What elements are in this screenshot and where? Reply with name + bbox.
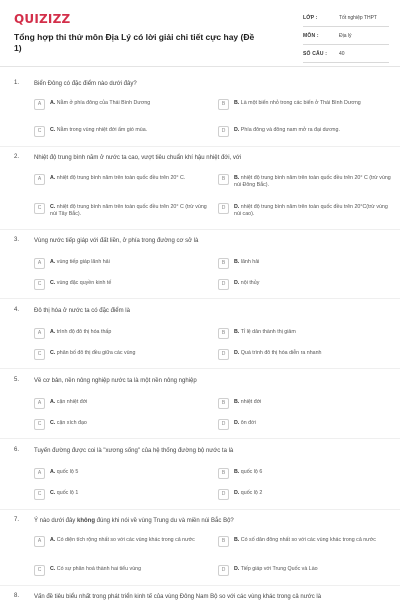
meta-label: MÔN : bbox=[303, 33, 319, 39]
option-letter: C bbox=[34, 203, 45, 214]
option-key: B. bbox=[234, 100, 240, 106]
question-text: Nhiệt độ trung bình năm ở nước ta cao, vượt tiêu chuẩn khí hậu nhiệt đới, với bbox=[34, 155, 242, 161]
option-letter: B bbox=[218, 174, 229, 185]
option-key: A. bbox=[50, 469, 56, 475]
answer-option[interactable] bbox=[34, 174, 209, 190]
option-key: C. bbox=[50, 280, 56, 286]
emphasis-text: không bbox=[76, 518, 95, 524]
answer-option[interactable] bbox=[34, 398, 209, 414]
question-number: 6. bbox=[14, 447, 20, 453]
option-letter: A bbox=[34, 468, 45, 479]
answer-option[interactable] bbox=[34, 328, 209, 344]
option-letter: D bbox=[218, 126, 229, 137]
option-letter: A bbox=[34, 174, 45, 185]
question-number: 3. bbox=[14, 237, 20, 243]
option-text: quốc lộ 5 bbox=[56, 469, 79, 475]
option-text: Phía đông và đông nam mở ra đại dương. bbox=[240, 127, 340, 133]
option-letter: B bbox=[218, 468, 229, 479]
option-letter: A bbox=[34, 398, 45, 409]
answer-option[interactable] bbox=[34, 203, 209, 219]
option-text: nội thủy bbox=[240, 280, 260, 286]
option-letter: C bbox=[34, 419, 45, 430]
option-text: nhiệt độ trung bình năm trên toàn quốc đều trên 20° C. bbox=[56, 175, 186, 181]
answer-option[interactable] bbox=[218, 349, 393, 365]
answer-option[interactable] bbox=[34, 258, 209, 274]
question-divider bbox=[0, 585, 400, 586]
option-key: A. bbox=[50, 399, 56, 405]
option-text: Tỉ lệ dân thành thị giảm bbox=[240, 329, 296, 335]
option-key: D. bbox=[234, 204, 240, 210]
question-text: Tuyến đường được coi là "xương sống" của hệ thống đường bộ nước ta là bbox=[34, 448, 234, 454]
meta-label: LỚP : bbox=[303, 15, 318, 21]
option-text: nhiệt độ trung bình năm trên toàn quốc đều trên 20° C (trừ vùng núi Tây Bắc). bbox=[50, 204, 207, 217]
question-divider bbox=[0, 229, 400, 230]
answer-option[interactable] bbox=[218, 126, 393, 142]
option-text: Là một biển nhỏ trong các biển ở Thái Bình Dương bbox=[240, 100, 361, 106]
option-letter: A bbox=[34, 258, 45, 269]
answer-option[interactable] bbox=[34, 279, 209, 295]
option-key: D. bbox=[234, 420, 240, 426]
worksheet-meta bbox=[303, 11, 389, 65]
option-key: D. bbox=[234, 350, 240, 356]
option-text: Có sự phân hoá thành hai tiểu vùng bbox=[56, 566, 142, 572]
answer-option[interactable] bbox=[34, 468, 209, 484]
question-text: Đô thị hóa ở nước ta có đặc điểm là bbox=[34, 308, 130, 314]
answer-option[interactable] bbox=[218, 174, 393, 190]
option-key: B. bbox=[234, 399, 240, 405]
option-text: quốc lộ 2 bbox=[240, 490, 263, 496]
answer-option[interactable] bbox=[34, 126, 209, 142]
option-key: A. bbox=[50, 537, 56, 543]
question-divider bbox=[0, 368, 400, 369]
answer-option[interactable] bbox=[218, 536, 393, 552]
option-text: trình độ đô thị hóa thấp bbox=[56, 329, 112, 335]
question-text: Ý nào dưới đây không đúng khi nói về vùng Trung du và miền núi Bắc Bộ? bbox=[34, 518, 234, 524]
answer-option[interactable] bbox=[34, 349, 209, 365]
option-text: vùng đặc quyền kinh tế bbox=[56, 280, 112, 286]
option-text: nhiệt đới bbox=[240, 399, 262, 405]
option-text: nhiệt độ trung bình năm trên toàn quốc đều trên 20° C (trừ vùng núi Đông Bắc). bbox=[234, 175, 391, 188]
option-text: nhiệt độ trung bình năm trên toàn quốc đều trên 20°C(trừ vùng núi cao). bbox=[234, 204, 388, 217]
meta-value: 40 bbox=[339, 51, 345, 57]
option-letter: B bbox=[218, 398, 229, 409]
option-letter: C bbox=[34, 565, 45, 576]
option-key: B. bbox=[234, 259, 240, 265]
option-letter: C bbox=[34, 279, 45, 290]
answer-option[interactable] bbox=[218, 279, 393, 295]
question-divider bbox=[0, 146, 400, 147]
worksheet-title: Tổng hợp thi thử môn Địa Lý có lời giải chi tiết cực hay (Đề 1) bbox=[14, 32, 255, 53]
question-number: 2. bbox=[14, 154, 20, 160]
option-key: C. bbox=[50, 127, 56, 133]
question-text: Biển Đông có đặc điểm nào dưới đây? bbox=[34, 81, 137, 87]
answer-option[interactable] bbox=[34, 565, 209, 581]
question-divider bbox=[0, 509, 400, 510]
option-text: phân bố đô thị đều giữa các vùng bbox=[56, 350, 136, 356]
option-key: B. bbox=[234, 537, 240, 543]
option-key: B. bbox=[234, 329, 240, 335]
option-text: cận nhiệt đới bbox=[56, 399, 88, 405]
option-letter: B bbox=[218, 536, 229, 547]
question-text: Về cơ bản, nền nông nghiệp nước ta là một nền nông nghiệp bbox=[34, 378, 197, 384]
answer-option[interactable] bbox=[218, 468, 393, 484]
option-text: vùng tiếp giáp lãnh hải bbox=[56, 259, 110, 265]
meta-row-class bbox=[303, 11, 389, 27]
answer-option[interactable] bbox=[218, 565, 393, 581]
question-text: Vùng nước tiếp giáp với đất liền, ở phía trong đường cơ sở là bbox=[34, 238, 199, 244]
option-text: ôn đới bbox=[240, 420, 256, 426]
answer-option[interactable] bbox=[218, 203, 393, 219]
meta-label: SỐ CÂU : bbox=[303, 51, 328, 57]
option-letter: D bbox=[218, 279, 229, 290]
meta-row-question-count bbox=[303, 47, 389, 63]
answer-option[interactable] bbox=[218, 99, 393, 115]
option-key: B. bbox=[234, 469, 240, 475]
option-key: C. bbox=[50, 566, 56, 572]
option-letter: D bbox=[218, 489, 229, 500]
option-text: quốc lộ 1 bbox=[56, 490, 79, 496]
option-letter: D bbox=[218, 349, 229, 360]
option-letter: B bbox=[218, 258, 229, 269]
option-key: D. bbox=[234, 490, 240, 496]
option-text: quốc lộ 6 bbox=[240, 469, 263, 475]
answer-option[interactable] bbox=[34, 419, 209, 435]
option-key: D. bbox=[234, 280, 240, 286]
answer-option[interactable] bbox=[34, 489, 209, 505]
option-letter: A bbox=[34, 328, 45, 339]
question-number: 1. bbox=[14, 80, 20, 86]
option-letter: D bbox=[218, 419, 229, 430]
answer-option[interactable] bbox=[218, 328, 393, 344]
meta-row-subject bbox=[303, 29, 389, 45]
option-key: A. bbox=[50, 259, 56, 265]
option-key: B. bbox=[234, 175, 240, 181]
quizizz-logo: QUIZIZZ bbox=[14, 12, 71, 26]
option-letter: C bbox=[34, 126, 45, 137]
worksheet-header bbox=[0, 0, 400, 64]
option-key: D. bbox=[234, 566, 240, 572]
meta-value: Tốt nghiệp THPT bbox=[339, 15, 377, 21]
option-text: Tiếp giáp với Trung Quốc và Lào bbox=[240, 566, 318, 572]
question-divider bbox=[0, 438, 400, 439]
answer-option[interactable] bbox=[218, 419, 393, 435]
option-key: A. bbox=[50, 329, 56, 335]
option-key: C. bbox=[50, 204, 56, 210]
question-number: 5. bbox=[14, 377, 20, 383]
answer-option[interactable] bbox=[218, 258, 393, 274]
option-letter: C bbox=[34, 349, 45, 360]
question-number: 8. bbox=[14, 593, 20, 599]
option-text: Nằm trong vùng nhiệt đới ẩm gió mùa. bbox=[56, 127, 148, 133]
question-number: 4. bbox=[14, 307, 20, 313]
option-key: A. bbox=[50, 100, 56, 106]
option-text: Có số dân đông nhất so với các vùng khác trong cả nước bbox=[240, 537, 376, 543]
option-key: D. bbox=[234, 127, 240, 133]
option-text: lãnh hải bbox=[240, 259, 260, 265]
option-letter: B bbox=[218, 99, 229, 110]
question-text: Vấn đề tiêu biểu nhất trong phát triển kinh tế của vùng Đông Nam Bộ so với các vùng khác trong cả nước là bbox=[34, 594, 322, 600]
answer-option[interactable] bbox=[34, 99, 209, 115]
option-text: Có diện tích rộng nhất so với các vùng khác trong cả nước bbox=[56, 537, 195, 543]
option-letter: B bbox=[218, 328, 229, 339]
option-letter: A bbox=[34, 99, 45, 110]
option-key: C. bbox=[50, 350, 56, 356]
option-letter: D bbox=[218, 565, 229, 576]
meta-value: Địa lý bbox=[339, 33, 352, 39]
option-letter: C bbox=[34, 489, 45, 500]
header-divider bbox=[0, 66, 400, 67]
answer-option[interactable] bbox=[218, 489, 393, 505]
option-letter: D bbox=[218, 203, 229, 214]
option-key: A. bbox=[50, 175, 56, 181]
answer-option[interactable] bbox=[218, 398, 393, 414]
option-text: Quá trình đô thị hóa diễn ra nhanh bbox=[240, 350, 322, 356]
option-text: cận xích đạo bbox=[56, 420, 87, 426]
option-key: C. bbox=[50, 420, 56, 426]
option-text: Nằm ở phía đông của Thái Bình Dương bbox=[56, 100, 151, 106]
answer-option[interactable] bbox=[34, 536, 209, 552]
option-letter: A bbox=[34, 536, 45, 547]
option-key: C. bbox=[50, 490, 56, 496]
question-divider bbox=[0, 298, 400, 299]
question-number: 7. bbox=[14, 517, 20, 523]
